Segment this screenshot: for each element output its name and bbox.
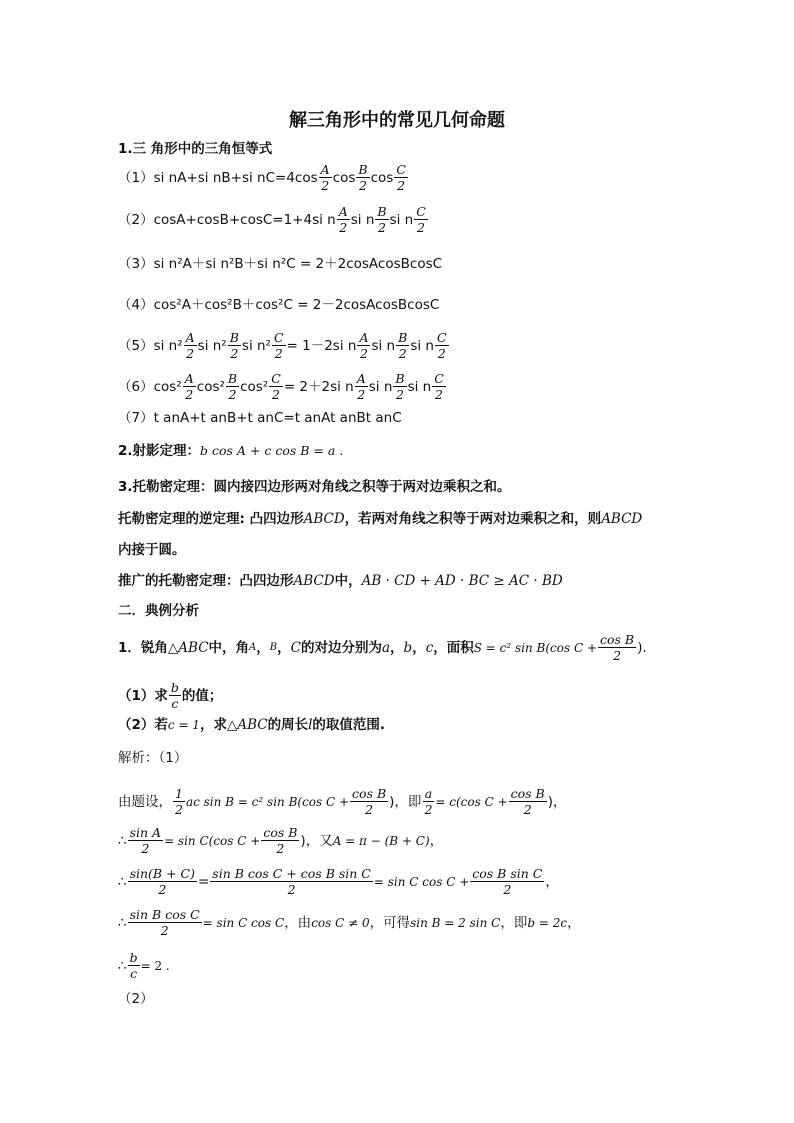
denominator: 2: [435, 387, 443, 402]
formula-text: si n²A＋si n²B＋si n²C = 2＋2cosAcosBcosC: [153, 256, 443, 272]
question-text: （1）求: [118, 687, 168, 704]
theorem-text: 中，: [334, 573, 362, 589]
identity-2: [118, 204, 429, 235]
fraction: [169, 680, 181, 711]
formula-text: =: [197, 873, 210, 890]
section-heading-text: 1.三 角形中的三角恒等式: [118, 141, 273, 157]
theorem-text: ，若两对角线之积等于两对边乘积之和，则: [344, 511, 602, 527]
identity-3: [118, 255, 442, 273]
formula-text: cos: [370, 169, 394, 186]
formula-text: = 2 .: [140, 958, 170, 973]
math-symbol: c: [425, 639, 434, 656]
solution-step-1: [118, 786, 567, 817]
question-text: 的周长: [267, 717, 309, 733]
item-label: （3）: [118, 256, 154, 272]
fraction: [435, 330, 449, 361]
formula-text: b = 2c: [527, 915, 568, 930]
denominator: 2: [175, 802, 183, 817]
problem-text: ，面积: [433, 639, 474, 656]
fraction: [509, 786, 547, 817]
formula-text: = c(cos C +: [435, 794, 508, 809]
formula-text: si n: [389, 211, 414, 228]
denominator: 2: [359, 346, 368, 361]
solution-text: ，: [545, 873, 559, 890]
formula-text: = sin C cos C +: [373, 874, 470, 889]
denominator: c: [171, 696, 179, 711]
identity-6: [118, 371, 447, 402]
identity-4: [118, 296, 439, 314]
formula-text: sin B = 2 sin C: [410, 915, 501, 930]
solution-text: ，: [429, 832, 444, 849]
numerator: B: [398, 330, 408, 345]
denominator: 2: [185, 387, 194, 402]
item-label: （4）: [118, 297, 154, 313]
numerator: C: [396, 162, 406, 177]
numerator: cos B: [600, 632, 635, 647]
fraction: [375, 204, 388, 235]
fraction: [432, 371, 446, 402]
fraction: [226, 371, 239, 402]
fraction: [128, 907, 202, 938]
fraction: [210, 866, 373, 897]
denominator: 2: [503, 882, 512, 897]
numerator: sin(B + C): [129, 866, 195, 881]
denominator: 2: [523, 802, 532, 817]
numerator: B: [377, 204, 387, 219]
numerator: a: [424, 786, 433, 801]
section-heading-examples: [118, 602, 199, 620]
fraction: [357, 330, 370, 361]
numerator: A: [359, 330, 369, 345]
numerator: B: [227, 371, 238, 386]
formula-text: si n: [350, 211, 375, 228]
numerator: A: [184, 371, 194, 386]
math-symbol: b: [403, 639, 413, 656]
formula-text: ).: [637, 639, 647, 656]
fraction: [173, 786, 185, 817]
solution-text: )，又: [300, 832, 333, 849]
identity-5: [118, 330, 450, 361]
numerator: cos B sin C: [472, 866, 543, 881]
problem-text: ，: [277, 639, 291, 656]
section-heading-text: 二．典例分析: [118, 603, 199, 619]
fraction: [350, 786, 388, 817]
solution-text: )，即: [389, 793, 422, 810]
denominator: 2: [274, 346, 283, 361]
fraction: [272, 330, 286, 361]
numerator: 1: [175, 786, 183, 801]
denominator: 2: [378, 220, 386, 235]
math-symbol: C: [290, 639, 301, 656]
formula-text: si n: [368, 378, 393, 395]
fraction: [598, 632, 636, 663]
numerator: b: [129, 950, 138, 965]
numerator: cos B: [510, 786, 545, 801]
ptolemy-converse-cont: [118, 541, 186, 559]
fraction: [128, 825, 163, 856]
fraction: [128, 866, 197, 897]
problem-statement: [118, 632, 647, 663]
numerator: C: [436, 330, 447, 345]
fraction: [470, 866, 544, 897]
therefore-symbol: ∴: [118, 832, 127, 849]
denominator: 2: [141, 841, 150, 856]
projection-theorem: [118, 442, 343, 460]
formula-text: = sin C(cos C +: [164, 833, 261, 848]
denominator: c: [130, 966, 138, 981]
fraction: [319, 162, 332, 193]
formula-text: c = 1: [167, 718, 200, 732]
fraction: [128, 950, 140, 981]
fraction: [414, 204, 428, 235]
numerator: cos B: [263, 825, 298, 840]
identity-1: [118, 162, 409, 193]
solution-part-2: [118, 990, 154, 1008]
denominator: 2: [357, 387, 366, 402]
numerator: A: [320, 162, 330, 177]
formula-text: cos²A＋cos²B＋cos²C = 2－2cosAcosBcosC: [153, 297, 440, 313]
item-label: （1）: [118, 169, 154, 186]
numerator: cos B: [352, 786, 387, 801]
numerator: B: [358, 162, 368, 177]
fraction: [356, 162, 369, 193]
solution-heading: [118, 749, 187, 767]
formula-text: si n²: [197, 337, 227, 354]
problem-text: 中，角: [208, 639, 250, 656]
question-2: [118, 716, 385, 734]
math-symbol: ABC: [237, 717, 268, 733]
denominator: 2: [228, 387, 237, 402]
formula-text: = sin C cos C: [202, 915, 285, 930]
solution-step-4: [118, 907, 581, 938]
formula-text: si n²: [153, 337, 183, 354]
solution-step-2: [118, 825, 443, 856]
numerator: C: [273, 330, 284, 345]
numerator: A: [185, 330, 195, 345]
theorem-text: 推广的托勒密定理：凸四边形: [118, 573, 294, 589]
formula-text: si n: [410, 337, 434, 354]
problem-text: ，: [390, 639, 404, 656]
therefore-symbol: ∴: [118, 914, 127, 931]
math-symbol: B: [269, 641, 278, 653]
solution-step-3: [118, 866, 559, 897]
solution-text: 由题设，: [118, 793, 172, 810]
denominator: 2: [359, 178, 367, 193]
numerator: A: [356, 371, 366, 386]
solution-text: ，: [567, 914, 581, 931]
fraction: [337, 204, 350, 235]
numerator: b: [170, 680, 179, 695]
item-label: （6）: [118, 378, 154, 395]
formula-text: si n: [371, 337, 396, 354]
identity-7: [118, 409, 402, 427]
math-symbol: a: [381, 639, 391, 656]
formula-text: t anA+t anB+t anC=t anAt anBt anC: [153, 410, 402, 426]
formula-text: si n: [407, 378, 432, 395]
formula-text: = 2＋2si n: [283, 378, 354, 395]
question-1: [118, 680, 222, 711]
numerator: C: [271, 371, 281, 386]
formula-text: cos²: [153, 378, 182, 395]
formula-text: ac sin B = c² sin B(cos C +: [185, 794, 350, 809]
formula-text: cos²: [240, 378, 269, 395]
denominator: 2: [321, 178, 330, 193]
formula-text: si n²: [241, 337, 271, 354]
item-label: （2）: [118, 211, 154, 228]
solution-text: )，: [547, 793, 567, 810]
formula-text: b cos A + c cos B = a .: [200, 443, 344, 458]
formula-text: AB · CD + AD · BC ≥ AC · BD: [361, 573, 563, 589]
solution-text: （2）: [118, 991, 154, 1007]
fraction: [393, 371, 406, 402]
math-symbol: ABCD: [601, 511, 643, 527]
formula-text: S = c² sin B(cos C +: [473, 640, 598, 655]
fraction: [183, 371, 196, 402]
formula-text: cos²: [196, 378, 225, 395]
ptolemy-generalized: [118, 572, 563, 590]
solution-text: ，可得: [369, 914, 411, 931]
item-label: （7）: [118, 410, 154, 426]
formula-text: cosA+cosB+cosC=1+4si n: [153, 211, 336, 228]
math-symbol: A: [249, 641, 257, 653]
numerator: sin B cos C + cos B sin C: [212, 866, 371, 881]
denominator: 2: [272, 387, 280, 402]
denominator: 2: [397, 178, 406, 193]
math-symbol: ABCD: [303, 511, 345, 527]
therefore-symbol: ∴: [118, 957, 127, 974]
numerator: B: [395, 371, 405, 386]
denominator: 2: [186, 346, 195, 361]
formula-text: A = π − (B + C): [332, 833, 430, 848]
denominator: 2: [365, 802, 374, 817]
item-label: （5）: [118, 337, 154, 354]
solution-text: 解析：（1）: [118, 750, 188, 766]
theorem-text: 托勒密定理的逆定理: 凸四边形: [118, 511, 304, 527]
formula-text: = 1－2si n: [286, 337, 357, 354]
formula-text: cos C ≠ 0: [311, 915, 370, 930]
problem-text: ，: [412, 639, 426, 656]
theorem-text: 内接于圆。: [118, 542, 186, 558]
question-text: 的值；: [181, 687, 223, 704]
math-symbol: ABC: [178, 639, 209, 656]
fraction: [355, 371, 368, 402]
fraction: [422, 786, 434, 817]
problem-text: ，: [256, 639, 270, 656]
denominator: 2: [158, 882, 167, 897]
problem-text: 的对边分别为: [300, 639, 382, 656]
denominator: 2: [613, 648, 622, 663]
numerator: C: [434, 371, 444, 386]
fraction: [396, 330, 409, 361]
denominator: 2: [424, 802, 433, 817]
fraction: [184, 330, 197, 361]
section-heading-identities: [118, 140, 272, 158]
fraction: [261, 825, 299, 856]
denominator: 2: [230, 346, 239, 361]
solution-text: ，由: [284, 914, 312, 931]
theorem-text: 3.托勒密定理：圆内接四边形两对角线之积等于两对边乘积之和。: [118, 479, 511, 495]
numerator: A: [338, 204, 348, 219]
fraction: [269, 371, 283, 402]
fraction: [228, 330, 241, 361]
denominator: 2: [417, 220, 425, 235]
question-text: ，求△: [199, 717, 238, 733]
denominator: 2: [396, 387, 404, 402]
numerator: sin A: [129, 825, 162, 840]
question-text: （2）若: [118, 717, 168, 733]
question-text: 的取值范围.: [312, 717, 386, 733]
denominator: 2: [437, 346, 446, 361]
therefore-symbol: ∴: [118, 873, 127, 890]
denominator: 2: [276, 841, 285, 856]
math-symbol: l: [308, 717, 313, 733]
denominator: 2: [339, 220, 348, 235]
numerator: sin B cos C: [129, 907, 200, 922]
fraction: [394, 162, 408, 193]
problem-text: 1．锐角△: [118, 639, 179, 656]
math-symbol: ABCD: [293, 573, 335, 589]
numerator: B: [229, 330, 239, 345]
denominator: 2: [398, 346, 407, 361]
section-heading-text: 2.射影定理：: [118, 443, 201, 459]
denominator: 2: [287, 882, 296, 897]
page-title: 解三角形中的常见几何命题: [289, 110, 505, 131]
formula-text: si nA+si nB+si nC=4cos: [153, 169, 318, 186]
numerator: C: [416, 204, 426, 219]
solution-step-5: [118, 950, 170, 981]
solution-text: ，即: [500, 914, 528, 931]
denominator: 2: [160, 923, 169, 938]
formula-text: cos: [332, 169, 356, 186]
ptolemy-converse: [118, 510, 642, 528]
ptolemy-theorem: [118, 478, 511, 496]
